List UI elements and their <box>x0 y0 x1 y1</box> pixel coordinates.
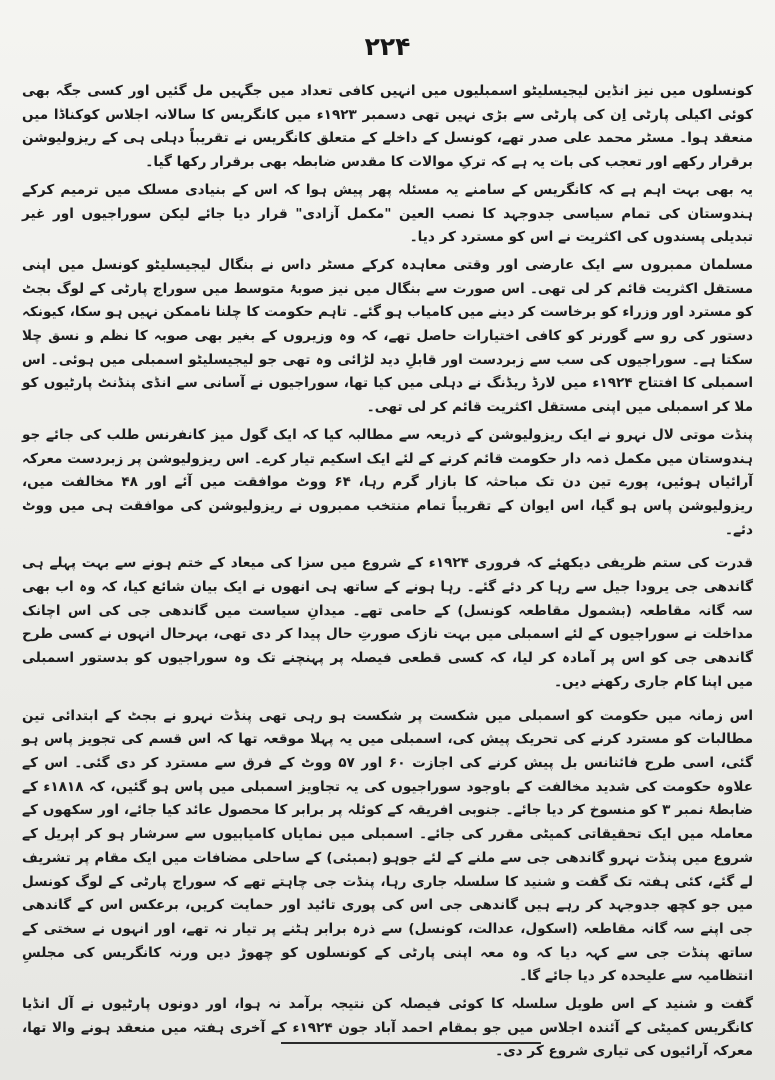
paragraph: اس زمانہ میں حکومت کو اسمبلی میں شکست پر شکست ہو رہی تھی پنڈت نہرو نے بجٹ کے ابتدائی تین مطالبات کو مسترد کرنے کی تحریک پیش کی، اسمبلی میں یہ پہلا موقعہ تھا کہ اس قسم کی تجویز پاس ہو گئی، اسی طرح فائنانس بل پیش کرنے کی اجازت ۶۰ اور ۵۷ ووٹ کے فرق سے مسترد کر دی گئی۔ اس کے علاوہ حکومت کی شدید مخالفت کے باوجود سوراجیوں کی یہ تجاویز اسمبلی میں پاس ہو گئیں، کہ ۱۸۱۸ء کے ضابطۂ نمبر ۳ کو منسوخ کر دیا جائے۔ جنوبی افریقہ کے کوئلہ پر برابر کا محصول عائد کیا جائے، اور سکھوں کے معاملہ میں ایک تحقیقاتی کمیٹی مقرر کی جائے۔ اسمبلی میں نمایاں کامیابیوں سے سرشار ہو کر اپریل کے شروع میں پنڈت نہرو گاندھی جی سے ملنے کے لئے جوہو (بمبئی) کے ساحلی مضافات میں ایک مقام پر تشریف لے گئے، کئی ہفتہ تک گفت و شنید کا سلسلہ جاری رہا، پنڈت جی چاہتے تھے کہ سوراج پارٹی کے لوگ کونسل میں جو کچھ جدوجہد کر رہے ہیں گاندھی جی اس کی پوری تائید اور حمایت کریں، برعکس اس کے گاندھی جی اپنے سہ گانہ مقاطعہ (اسکول، عدالت، کونسل) سے ذرہ برابر ہٹنے پر تیار نہ تھے، اور انہوں نے سختی کے ساتھ پنڈت جی سے کہہ دیا کہ وہ معہ اپنی پارٹی کے کونسلوں کو چھوڑ دیں ورنہ کانگریس کی مجلسِ انتظامیہ سے علیحدہ کر دیا جائے گا۔ <box>22 707 753 985</box>
paragraph: قدرت کی ستم ظریفی دیکھئے کہ فروری ۱۹۲۴ء کے شروع میں سزا کی میعاد کے ختم ہونے سے بہت پہلے ہی گاندھی جی یرودا جیل سے رہا کر دئے گئے۔ رہا ہونے کے ساتھ ہی انھوں نے ایک بیان شائع کیا، کہ وہ اب بھی سہ گانہ مقاطعہ (بشمول مقاطعہ کونسل) کے حامی تھے۔ میدانِ سیاست میں گاندھی جی کی اس اچانک مداخلت نے سوراجیوں کے لئے اسمبلی میں بہت نازک صورتِ حال پیدا کر دی تھی، بہرحال انہوں نے کسی طرح گاندھی جی کو اس پر آمادہ کر لیا، کہ کسی قطعی فیصلہ پر پہنچنے تک وہ سوراجیوں کو بدستور اسمبلی میں اپنا کام جاری رکھنے دیں۔ <box>22 555 753 690</box>
urdu-text-body <box>22 80 753 1064</box>
paragraph: گفت و شنید کے اس طویل سلسلہ کا کوئی فیصلہ کن نتیجہ برآمد نہ ہوا، اور دونوں پارٹیوں نے آل انڈیا کانگریس کمیٹی کے آئندہ اجلاس میں جو بمقام احمد آباد جون ۱۹۲۴ء کے آخری ہفتہ میں منعقد ہونے والا تھا، معرکہ آرائیوں کی تیاری شروع کر دی۔ <box>22 996 753 1060</box>
page-number: ۲۲۴ <box>364 32 411 61</box>
paragraph: کونسلوں میں نیز انڈین لیجیسلیٹو اسمبلیوں میں انہیں کافی تعداد میں جگہیں مل گئیں اور کسی جگہ بھی کوئی اکیلی پارٹی اِن کی پارٹی سے بڑی نہیں تھی دسمبر ۱۹۲۳ء میں کانگریس کا سالانہ اجلاس کوکناڈا میں منعقد ہوا۔ مسٹر محمد علی صدر تھے، کونسل کے داخلے کے متعلق کانگریس نے تقریباً دہلی ہی کے ریزولیوشن برقرار رکھے اور تعجب کی بات یہ ہے کہ ترکِ موالات کا مقدس ضابطہ بھی برقرار رکھا گیا۔ <box>22 83 753 171</box>
paragraph: پنڈت موتی لال نہرو نے ایک ریزولیوشن کے ذریعہ سے مطالبہ کیا کہ ایک گول میز کانفرنس طلب کی جائے جو ہندوستان میں مکمل ذمہ دار حکومت قائم کرنے کے لئے ایک اسکیم تیار کرے۔ اس ریزولیوشن پر زبردست معرکہ آرائیاں ہوئیں، پورے تین دن تک مباحثہ کا بازار گرم رہا، ۶۴ ووٹ موافقت میں آئے اور ۴۸ مخالفت میں، ریزولیوشن پاس ہو گیا، اس ایوان کے تقریباً تمام منتخب ممبروں نے ریزولیوشن کی موافقت ہی میں ووٹ دئے۔ <box>22 426 753 538</box>
paragraph: یہ بھی بہت اہم ہے کہ کانگریس کے سامنے یہ مسئلہ پھر پیش ہوا کہ اس کے بنیادی مسلک میں ترمیم کرکے ہندوستان کی تمام سیاسی جدوجہد کا نصب العین "مکمل آزادی" قرار دیا جائے لیکن سوراجیوں اور غیر تبدیلی پسندوں کی اکثریت نے اس کو مسترد کر دیا۔ <box>22 181 753 246</box>
paragraph: مسلمان ممبروں سے ایک عارضی اور وقتی معاہدہ کرکے مسٹر داس نے بنگال لیجیسلیٹو کونسل میں اپنی مستقل اکثریت قائم کر لی تھی۔ اس صورت سے بنگال میں نیز صوبۂ متوسط میں سوراج پارٹی کے لوگ بجٹ کو مسترد اور وزراء کو برخاست کر دینے میں کامیاب ہو گئے۔ تاہم حکومت کا چلنا ناممکن نہیں ہو سکا، کیونکہ دستور کی رو سے گورنر کو کافی اختیارات حاصل تھے، کہ وہ وزیروں کے بغیر بھی صوبہ کا نظم و نسق چلا سکتا ہے۔ سوراجیوں کی سب سے زبردست اور قابلِ دید لڑائی وہ تھی جو لیجیسلیٹو اسمبلی میں ہوئی۔ اس اسمبلی کا افتتاح ۱۹۲۴ء میں لارڈ ریڈنگ نے دہلی میں کیا تھا، سوراجیوں نے آسانی سے انڈی پنڈنٹ پارٹیوں کو ملا کر اسمبلی میں اپنی مستقل اکثریت قائم کر لی تھی۔ <box>22 256 753 416</box>
end-of-chapter-rule <box>281 1042 541 1044</box>
